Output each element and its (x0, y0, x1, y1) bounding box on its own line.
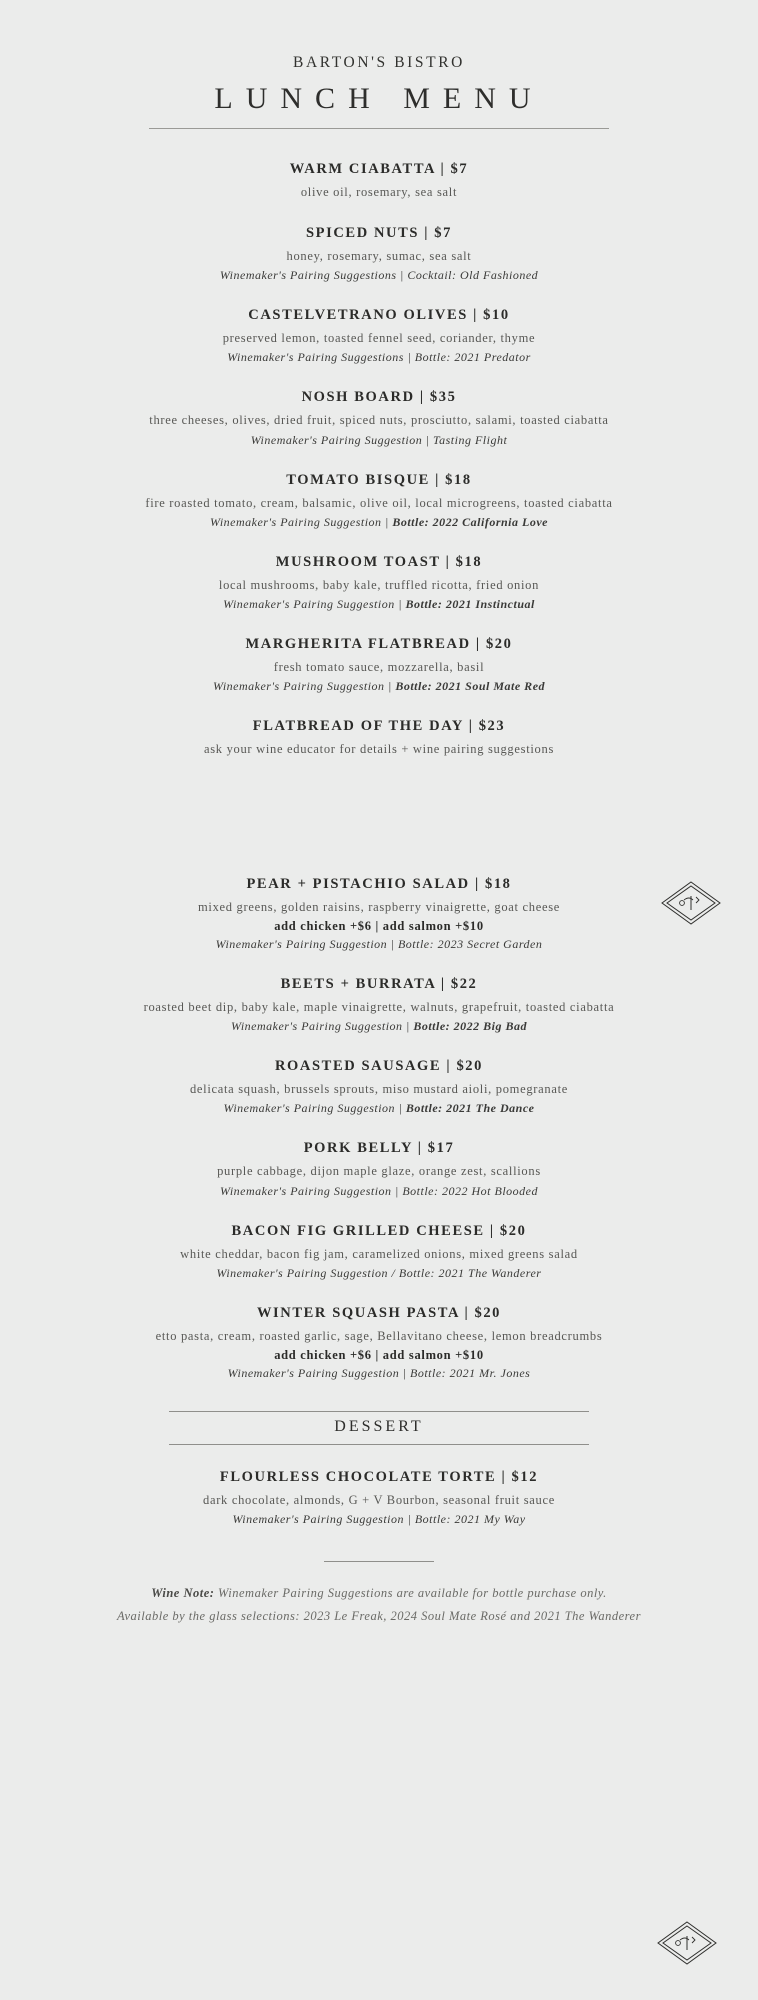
item-description: dark chocolate, almonds, G + V Bourbon, seasonal fruit sauce (203, 1492, 555, 1507)
menu-item (99, 636, 659, 694)
pairing-bottle: Bottle: 2021 Soul Mate Red (395, 678, 546, 693)
item-description: three cheeses, olives, dried fruit, spiced nuts, prosciutto, salami, toasted ciabatta (149, 413, 609, 428)
item-description: purple cabbage, dijon maple glaze, orange zest, scallions (217, 1164, 541, 1179)
item-pairing: Winemaker's Pairing Suggestion / Bottle: 2021 The Wanderer (216, 1265, 542, 1280)
pairing-prefix: Winemaker's Pairing Suggestion | (230, 1019, 414, 1034)
item-description: etto pasta, cream, roasted garlic, sage, Bellavitano cheese, lemon breadcrumbs (155, 1328, 603, 1343)
pairing-prefix: Winemaker's Pairing Suggestion | (223, 596, 406, 611)
item-pairing (99, 1101, 659, 1116)
footer-note (69, 1561, 689, 1626)
item-pairing: Winemaker's Pairing Suggestion | Tasting Flight (250, 432, 508, 447)
item-pairing: Winemaker's Pairing Suggestion | Bottle: 2022 Hot Blooded (220, 1183, 538, 1198)
item-name: BEETS + BURRATA | $22 (280, 976, 478, 993)
menu-item (99, 1140, 659, 1198)
item-addons: add chicken +$6 | add salmon +$10 (274, 1347, 484, 1362)
item-name: TOMATO BISQUE | $18 (286, 471, 472, 488)
item-description: mixed greens, golden raisins, raspberry vinaigrette, goat cheese (197, 900, 561, 914)
menu-header (69, 54, 689, 139)
section-starters (0, 161, 758, 758)
item-name: CASTELVETRANO OLIVES | $10 (248, 307, 510, 324)
item-name: WARM CIABATTA | $7 (289, 161, 469, 177)
menu-item (99, 389, 659, 447)
item-description: delicata squash, brussels sprouts, miso mustard aioli, pomegranate (189, 1082, 569, 1097)
menu-item (99, 718, 659, 758)
wine-note (69, 1584, 689, 1603)
section-mains (0, 876, 758, 1381)
pairing-bottle: Bottle: 2022 California Love (392, 514, 548, 529)
item-pairing (99, 679, 659, 694)
pairing-bottle: Bottle: 2021 Instinctual (405, 596, 535, 611)
menu-item (99, 1469, 659, 1527)
item-name: FLATBREAD OF THE DAY | $23 (252, 717, 506, 734)
item-description: olive oil, rosemary, sea salt (300, 185, 458, 199)
menu-item (99, 1058, 659, 1116)
item-name: NOSH BOARD | $35 (301, 389, 457, 406)
pairing-bottle: Bottle: 2021 The Dance (405, 1101, 535, 1116)
dessert-heading (99, 1411, 659, 1445)
item-name: ROASTED SAUSAGE | $20 (274, 1058, 483, 1075)
menu-item (99, 1223, 659, 1281)
pairing-prefix: Winemaker's Pairing Suggestion | (209, 514, 393, 529)
menu-item (99, 876, 659, 952)
item-name: MARGHERITA FLATBREAD | $20 (245, 635, 513, 652)
wine-note-text: Winemaker Pairing Suggestions are available for bottle purchase only. (214, 1585, 607, 1600)
title-divider (149, 128, 609, 129)
item-addons: add chicken +$6 | add salmon +$10 (274, 919, 484, 934)
item-name: PEAR + PISTACHIO SALAD | $18 (246, 876, 512, 892)
item-name: MUSHROOM TOAST | $18 (275, 553, 483, 570)
menu-item (99, 225, 659, 283)
item-description: ask your wine educator for details + wine pairing suggestions (203, 741, 555, 756)
item-name: BACON FIG GRILLED CHEESE | $20 (231, 1222, 527, 1239)
menu-item (99, 1305, 659, 1381)
diamond-crest-logo (660, 880, 722, 926)
menu-item (99, 472, 659, 530)
section-gap (0, 782, 758, 854)
pairing-bottle: Bottle: 2022 Big Bad (413, 1019, 528, 1034)
item-description: white cheddar, bacon fig jam, caramelized onions, mixed greens salad (180, 1246, 578, 1261)
glass-selections: Available by the glass selections: 2023 Le Freak, 2024 Soul Mate Rosé and 2021 The Wanderer (117, 1608, 641, 1623)
section-dessert (0, 1469, 758, 1527)
item-description: roasted beet dip, baby kale, maple vinaigrette, walnuts, grapefruit, toasted ciabatta (143, 1000, 615, 1015)
menu-item (99, 554, 659, 612)
item-pairing: Winemaker's Pairing Suggestions | Bottle: 2021 Predator (227, 350, 531, 365)
diamond-crest-logo (656, 1920, 718, 1966)
item-description: fresh tomato sauce, mozzarella, basil (273, 659, 485, 674)
item-pairing (99, 515, 659, 530)
menu-title-wrap (69, 82, 689, 139)
page-title: LUNCH MENU (214, 82, 544, 115)
item-name: PORK BELLY | $17 (303, 1140, 455, 1157)
item-name: FLOURLESS CHOCOLATE TORTE | $12 (219, 1468, 539, 1485)
menu-item (99, 976, 659, 1034)
item-description: local mushrooms, baby kale, truffled ricotta, fried onion (218, 577, 540, 592)
pairing-prefix: Winemaker's Pairing Suggestion | (223, 1101, 406, 1116)
menu-item (99, 307, 659, 365)
item-pairing: Winemaker's Pairing Suggestion | Bottle: 2021 My Way (232, 1511, 526, 1526)
item-pairing (99, 597, 659, 612)
item-pairing (99, 1019, 659, 1034)
item-name: WINTER SQUASH PASTA | $20 (256, 1304, 502, 1321)
item-description: fire roasted tomato, cream, balsamic, olive oil, local microgreens, toasted ciabatta (145, 495, 613, 510)
item-name: SPICED NUTS | $7 (305, 225, 453, 242)
bottom-spacer (0, 1629, 758, 1719)
footer-divider (324, 1561, 434, 1562)
item-pairing: Winemaker's Pairing Suggestion | Bottle: 2023 Secret Garden (215, 937, 543, 952)
item-pairing: Winemaker's Pairing Suggestion | Bottle: 2021 Mr. Jones (227, 1365, 531, 1380)
dessert-label: DESSERT (334, 1417, 424, 1435)
dessert-divider-bottom (169, 1444, 589, 1445)
item-description: honey, rosemary, sumac, sea salt (286, 249, 472, 264)
item-pairing: Winemaker's Pairing Suggestions | Cocktail: Old Fashioned (219, 268, 539, 283)
wine-note-label: Wine Note: (151, 1585, 215, 1600)
menu-item (99, 161, 659, 201)
pairing-prefix: Winemaker's Pairing Suggestion | (212, 678, 396, 693)
restaurant-name: BARTON'S BISTRO (293, 54, 465, 71)
item-description: preserved lemon, toasted fennel seed, coriander, thyme (222, 331, 536, 346)
